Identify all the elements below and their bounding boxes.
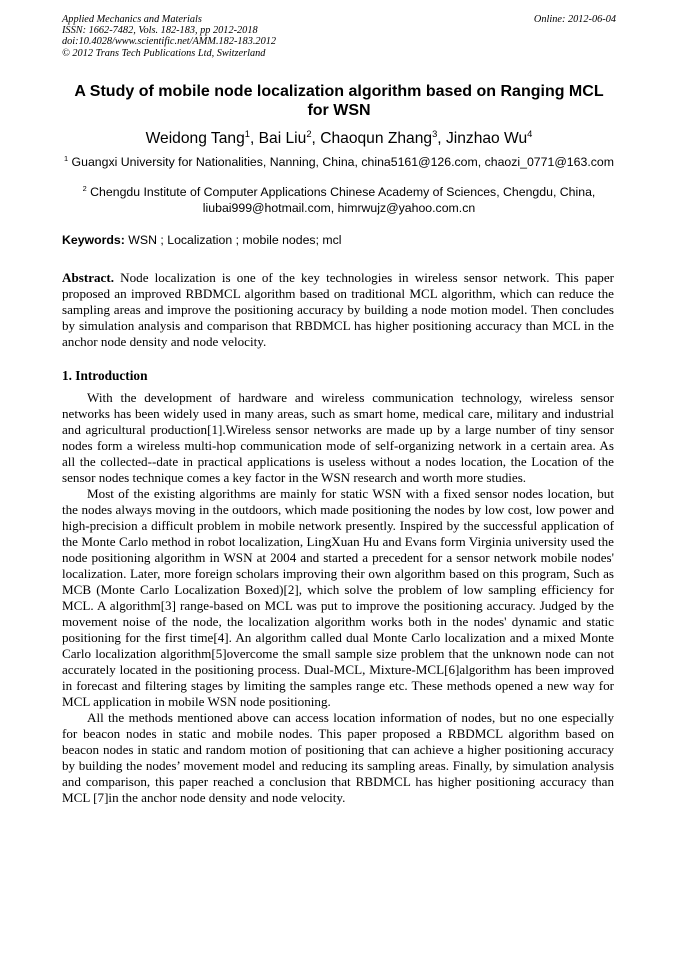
introduction-body xyxy=(62,390,614,806)
keywords xyxy=(62,233,616,247)
paragraph: Most of the existing algorithms are mainly for static WSN with a fixed sensor nodes location, but the nodes always moving in the outdoors, which made positioning the nodes by low cost, low power and high-precision a difficult problem in mobile network presently. Inspired by the successful application of the Monte Carlo method in robot localization, LingXuan Hu and Evans form Virginia university used the node positioning algorithm in WSN at 2004 and started a precedent for a sensor network mobile nodes' localization. Later, more foreign scholars improving their own algorithm based on this program, Such as MCB (Monte Carlo Localization Boxed)[2], which solve the problem of low sampling efficiency for MCL. A algorithm[3] range-based on MCL was put to improve the positioning accuracy. Judged by the movement noise of the node, the localization algorithm works both in the nodes' dynamic and static positioning for the first time[4]. An algorithm called dual Monte Carlo localization and a mixed Monte Carlo localization algorithm[5]overcome the small sample size problem that the unknown node can not accurately located in the positioning process. Dual-MCL, Mixture-MCL[6]algorithm has been improved in forecast and filtering stages by limiting the samples range etc. These methods opened a new way for MCL application in mobile WSN node positioning. xyxy=(62,486,614,709)
author-sup: 2 xyxy=(306,128,312,139)
author-name: Bai Liu xyxy=(258,130,307,147)
affiliation-2 xyxy=(62,184,616,216)
abstract xyxy=(62,270,614,350)
author-list: Weidong Tang$^1$, Bai Liu$^2$, Chaoqun Zhang$^3$, Jinzhao Wu$^4$ xyxy=(145,128,533,147)
author-name: Weidong Tang xyxy=(145,130,245,147)
affiliation-sup: 1 xyxy=(64,153,69,163)
author-sup: 1 xyxy=(244,128,250,139)
affiliation-1 xyxy=(62,154,616,170)
affiliation-sup: 2 xyxy=(82,183,87,193)
author-name: Chaoqun Zhang xyxy=(320,130,433,147)
abstract-label: Abstract. xyxy=(62,270,114,285)
affiliation-text: Guangxi University for Nationalities, Nanning, China, china5161@126.com, chaozi_0771@163.com xyxy=(71,155,614,169)
issn-line: ISSN: 1662-7482, Vols. 182-183, pp 2012-2018 xyxy=(62,25,258,37)
author-sup: 3 xyxy=(432,128,438,139)
copyright-line: © 2012 Trans Tech Publications Ltd, Switzerland xyxy=(62,47,266,59)
keywords-label: Keywords: xyxy=(62,233,125,247)
keywords-text: WSN ; Localization ; mobile nodes; mcl xyxy=(128,233,342,247)
journal-name: Applied Mechanics and Materials xyxy=(62,14,202,25)
author-name: Jinzhao Wu xyxy=(445,130,528,147)
affiliation-text: Chengdu Institute of Computer Applications Chinese Academy of Sciences, Chengdu, China, liubai999@hotmail.com, himrwujz@yahoo.com.cn xyxy=(90,185,596,215)
abstract-text: Node localization is one of the key technologies in wireless sensor network. This paper proposed an improved RBDMCL algorithm based on traditional MCL algorithm, which can reduce the sampling areas and improve the positioning accuracy by building a node motion model. Then concludes by simulation analysis and comparison that RBDMCL has higher positioning accuracy than MCL in the anchor node density and node velocity. xyxy=(62,270,614,349)
paragraph: With the development of hardware and wireless communication technology, wireless sensor networks has been widely used in many areas, such as smart home, medical care, military and industrial and agricultural production[1].Wireless sensor networks are made up by a large number of tiny sensor nodes form a wireless multi-hop communication mode of self-organizing network in a certain area. As all the collected--date in practical applications is useless without a nodes location, the Location of the sensor nodes technique comes a key factor in the WSN research and worth more studies. xyxy=(62,390,614,485)
paragraph: All the methods mentioned above can access location information of nodes, but no one especially for beacon nodes in static and mobile nodes. This paper proposed a RBDMCL algorithm based on beacon nodes in static and random motion of positioning that can achieve a higher positioning accuracy by building the nodes’ movement model and reducing its sampling areas. Finally, by simulation analysis and comparison, this paper reached a conclusion that RBDMCL has higher positioning accuracy than MCL [7]in the anchor node density and node velocity. xyxy=(62,710,614,805)
paper-title: A Study of mobile node localization algorithm based on Ranging MCL for WSN xyxy=(74,83,604,119)
doi-line: doi:10.4028/www.scientific.net/AMM.182-183.2012 xyxy=(62,36,277,48)
journal-header xyxy=(62,14,616,59)
section-heading: 1. Introduction xyxy=(62,368,148,383)
online-date: Online: 2012-06-04 xyxy=(533,14,616,25)
author-sup: 4 xyxy=(527,128,533,139)
